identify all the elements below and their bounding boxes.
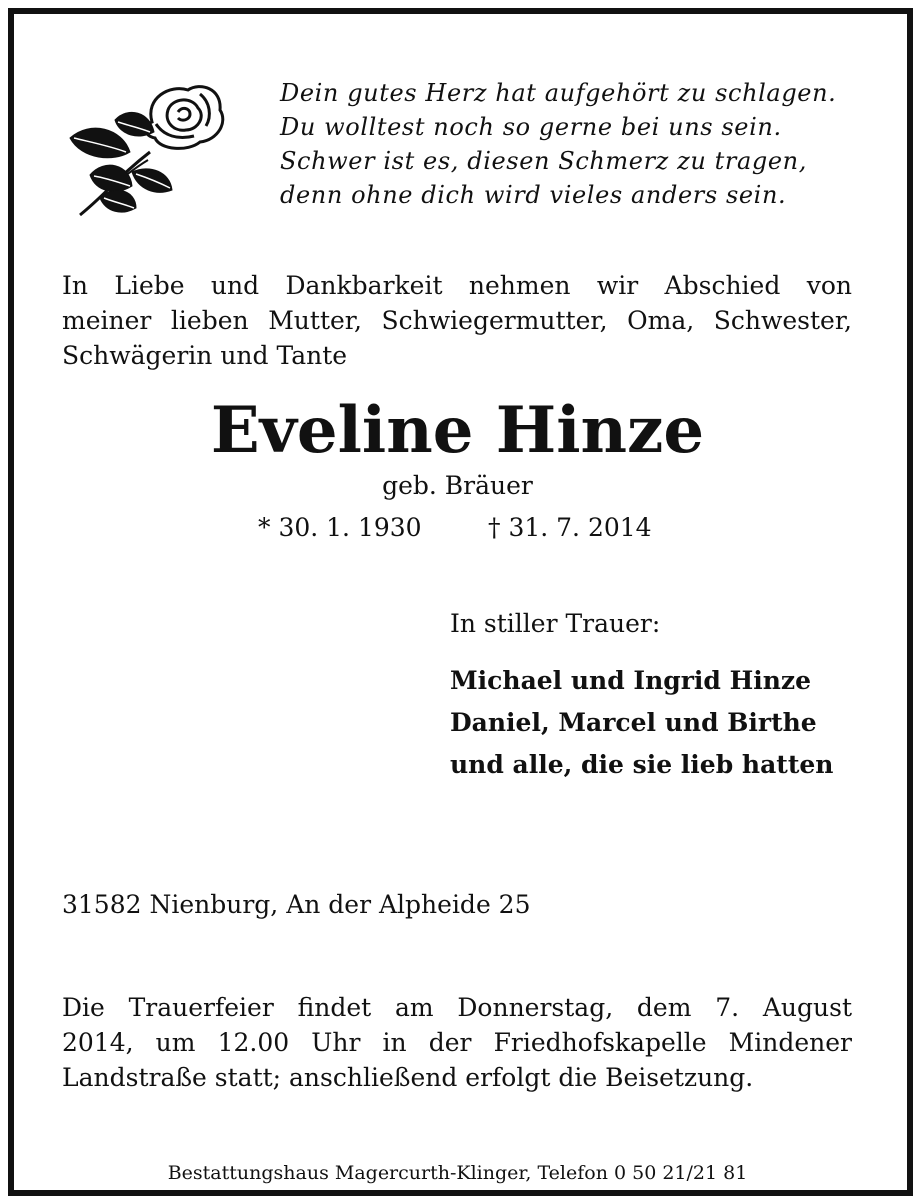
poem-line: Du wolltest noch so gerne bei uns sein. bbox=[280, 113, 782, 141]
death-date: † 31. 7. 2014 bbox=[488, 513, 652, 542]
poem-line: Schwer ist es, diesen Schmerz zu tragen, bbox=[280, 147, 807, 175]
poem-line: denn ohne dich wird vieles anders sein. bbox=[280, 181, 787, 209]
intro-line: In Liebe und Dankbarkeit nehmen wir Abschied von bbox=[62, 271, 852, 300]
footer-text: Bestattungshaus Magercurth-Klinger, Telefon 0 50 21/21 81 bbox=[167, 1162, 748, 1184]
mourning-label: In stiller Trauer: bbox=[450, 609, 661, 638]
intro-text bbox=[62, 268, 852, 373]
mourner-line: Michael und Ingrid Hinze bbox=[450, 666, 812, 695]
ceremony-text bbox=[62, 990, 852, 1095]
mourner-line: Daniel, Marcel und Birthe bbox=[450, 708, 817, 737]
poem bbox=[280, 76, 880, 212]
ceremony-line: Die Trauerfeier findet am Donnerstag, dem 7. August bbox=[62, 993, 852, 1022]
mourners-list bbox=[450, 660, 833, 786]
birth-date: * 30. 1. 1930 bbox=[258, 513, 422, 542]
intro-line: Schwägerin und Tante bbox=[62, 341, 348, 370]
poem-line: Dein gutes Herz hat aufgehört zu schlagen. bbox=[280, 79, 837, 107]
address: 31582 Nienburg, An der Alpheide 25 bbox=[62, 890, 531, 919]
ceremony-line: Landstraße statt; anschließend erfolgt die Beisetzung. bbox=[62, 1063, 754, 1092]
rose-icon bbox=[60, 80, 230, 225]
deceased-name: Eveline Hinze bbox=[210, 393, 705, 468]
ceremony-line: 2014, um 12.00 Uhr in der Friedhofskapelle Mindener bbox=[62, 1028, 852, 1057]
footer bbox=[0, 1160, 915, 1186]
mourner-line: und alle, die sie lieb hatten bbox=[450, 750, 834, 779]
maiden-name: geb. Bräuer bbox=[382, 471, 533, 500]
intro-line: meiner lieben Mutter, Schwiegermutter, Oma, Schwester, bbox=[62, 306, 852, 335]
